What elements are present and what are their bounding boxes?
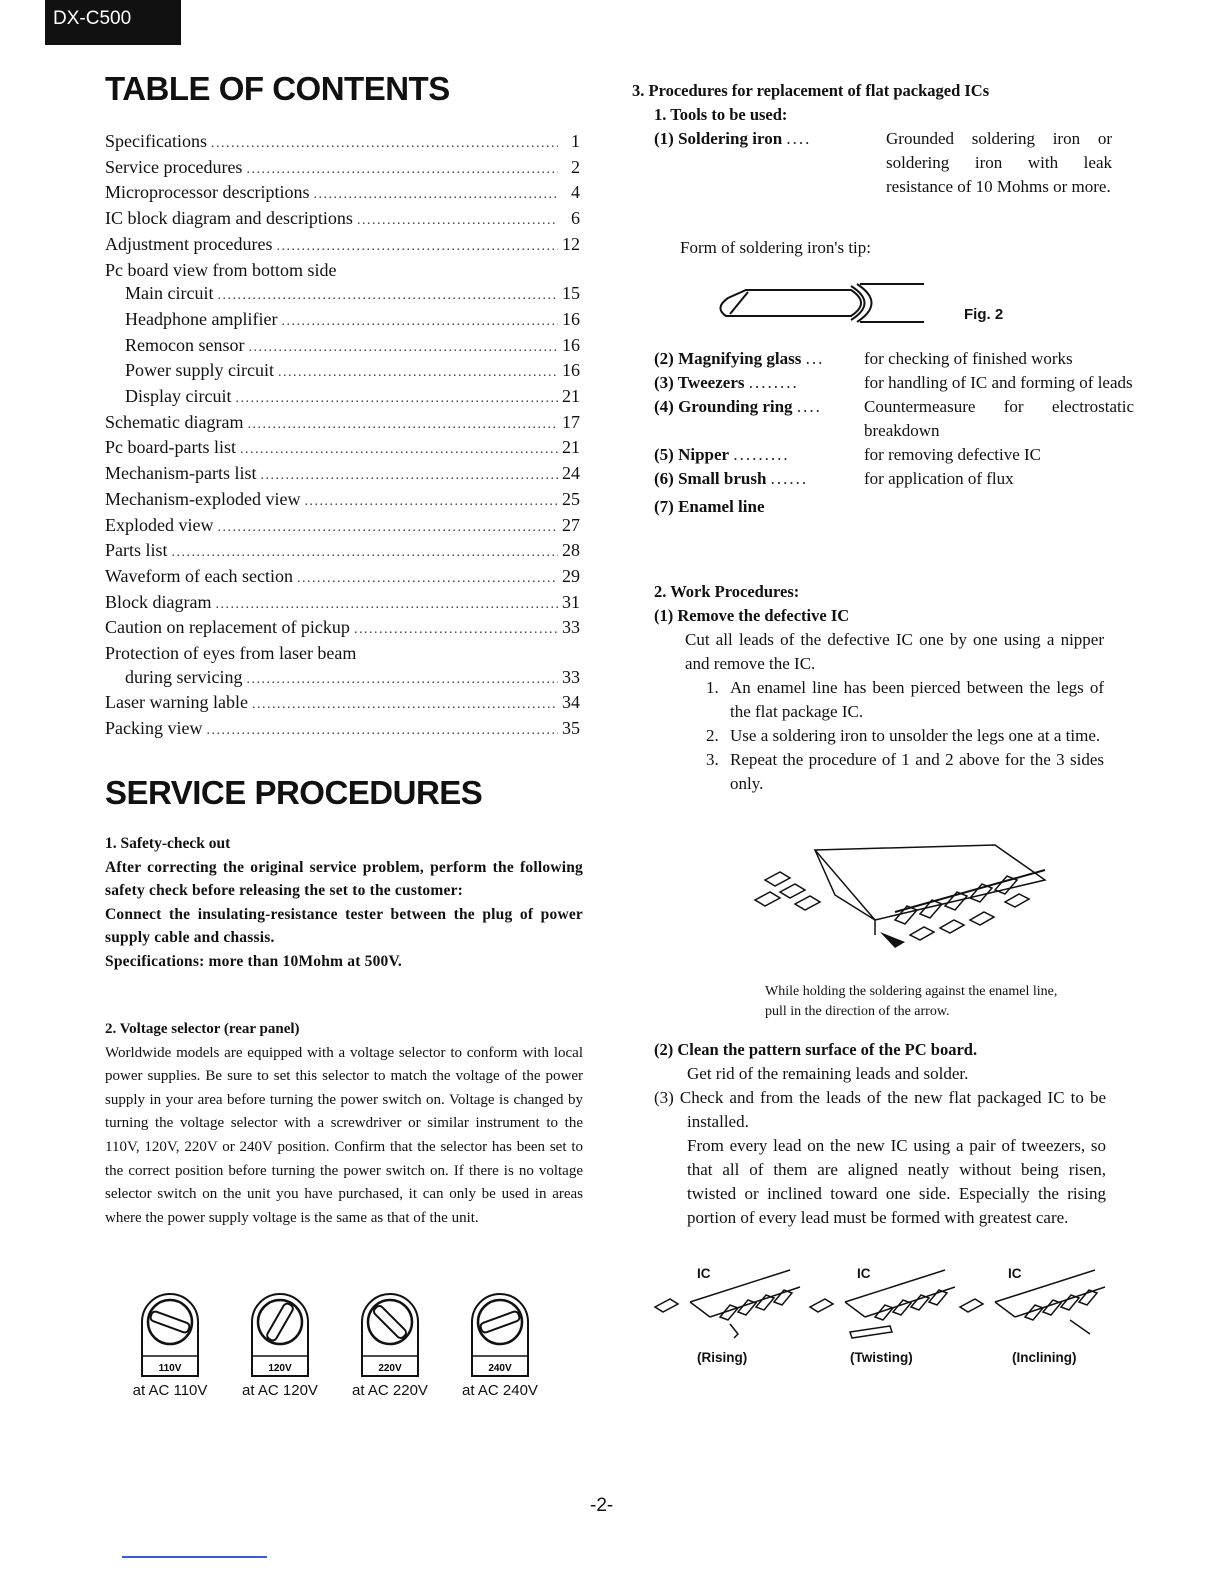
dial-caption: at AC 240V bbox=[462, 1382, 538, 1399]
toc-leader-dots bbox=[354, 618, 558, 642]
toc-entry bbox=[105, 691, 580, 717]
ic-label: IC bbox=[697, 1266, 711, 1281]
toc-entry-page: 2 bbox=[571, 156, 580, 177]
toc-leader-dots bbox=[297, 567, 558, 591]
ic-removal-illustration bbox=[745, 840, 1065, 960]
toc-entry-title: Block diagram bbox=[105, 591, 212, 612]
toc-entry bbox=[105, 666, 580, 692]
work-title: 2. Work Procedures: bbox=[654, 582, 800, 601]
toc-entry-page: 27 bbox=[562, 514, 580, 535]
toc-entry-page: 29 bbox=[562, 565, 580, 586]
check-title: (3) Check and from the leads of the new flat packaged IC to be installed. bbox=[654, 1088, 1106, 1131]
tool-desc: for handling of IC and forming of leads bbox=[864, 373, 1133, 392]
toc-leader-dots bbox=[211, 132, 558, 156]
remove-ic-body: Cut all leads of the defective IC one by one using a nipper and remove the IC. bbox=[685, 630, 1104, 673]
model-tag: DX-C500 bbox=[45, 0, 181, 45]
tools-list-continued bbox=[654, 347, 1134, 519]
toc-entry-title: Microprocessor descriptions bbox=[105, 182, 310, 203]
tool-item bbox=[654, 127, 1112, 199]
safety-check-spec: Specifications: more than 10Mohm at 500V. bbox=[105, 952, 402, 970]
toc-entry-title: Exploded view bbox=[105, 514, 214, 535]
toc-entry bbox=[105, 717, 580, 743]
toc-entry-title: IC block diagram and descriptions bbox=[105, 208, 353, 229]
tool-desc: Countermeasure for electrostatic breakdown bbox=[864, 397, 1134, 440]
toc-entry-title: Pc board-parts list bbox=[105, 437, 236, 458]
toc-entry bbox=[105, 130, 580, 156]
dial-label: 240V bbox=[488, 1363, 512, 1374]
toc-entry bbox=[105, 156, 580, 182]
dial-label: 120V bbox=[268, 1363, 292, 1374]
dial-label: 220V bbox=[378, 1363, 402, 1374]
toc-entry-title: Mechanism-parts list bbox=[105, 463, 257, 484]
toc-entry-page: 12 bbox=[562, 233, 580, 254]
toc-entry-title: Adjustment procedures bbox=[105, 233, 273, 254]
toc-entry bbox=[105, 411, 580, 437]
toc-entry-page: 16 bbox=[562, 334, 580, 355]
tool-name: (1) Soldering iron .... bbox=[654, 129, 812, 148]
toc-leader-dots bbox=[281, 310, 558, 334]
tool-desc: for removing defective IC bbox=[864, 445, 1042, 464]
toc-entry bbox=[105, 259, 580, 283]
voltage-selector-body: Worldwide models are equipped with a voltage selector to conform with local power supplies. Be sure to set this selector to match the voltage of the power supply in your area before turning the power switch on. Voltage is changed by turning the voltage selector with a screwdriver or similar instrument to the 110V, 120V, 220V or 240V position. Confirm that the selector has been set to the correct position before turning the power switch on. If there is no voltage selector switch on the unit you have purchased, it can only be used in areas where the power supply voltage is the same as that of the unit. bbox=[105, 1044, 583, 1226]
toc-entry-title: during servicing bbox=[125, 666, 243, 687]
safety-check-section bbox=[105, 832, 583, 973]
voltage-selector-title: 2. Voltage selector (rear panel) bbox=[105, 1021, 300, 1037]
toc-entry bbox=[105, 308, 580, 334]
toc-leader-dots bbox=[246, 668, 558, 692]
dial-caption: at AC 110V bbox=[132, 1382, 208, 1399]
dial-120v-icon bbox=[248, 1286, 312, 1378]
clean-body: Get rid of the remaining leads and solder. bbox=[687, 1064, 969, 1083]
toc-entry-title: Caution on replacement of pickup bbox=[105, 617, 350, 638]
toc-entry-page: 4 bbox=[571, 182, 580, 203]
tool-desc: Grounded soldering iron or soldering iron with leak resistance of 10 Mohms or more. bbox=[886, 129, 1112, 196]
ic-state-rising: (Rising) bbox=[697, 1350, 748, 1365]
toc-leader-dots bbox=[206, 719, 558, 743]
toc-entry-title: Packing view bbox=[105, 718, 203, 739]
dial-240v bbox=[450, 1286, 550, 1399]
dial-caption: at AC 120V bbox=[242, 1382, 318, 1399]
dial-110v bbox=[120, 1286, 220, 1399]
toc-entry bbox=[105, 462, 580, 488]
safety-check-para-1: After correcting the original service problem, perform the following safety check before releasing the set to the customer: bbox=[105, 858, 583, 899]
toc-entry-page: 21 bbox=[562, 386, 580, 407]
toc-entry-title: Schematic diagram bbox=[105, 411, 244, 432]
toc-entry-page: 1 bbox=[571, 131, 580, 151]
soldering-tip-icon bbox=[716, 278, 928, 328]
toc-entry-title: Display circuit bbox=[125, 386, 232, 407]
toc-leader-dots bbox=[357, 209, 558, 233]
toc-entry bbox=[105, 488, 580, 514]
clean-and-check bbox=[654, 1038, 1106, 1230]
toc-entry bbox=[105, 385, 580, 411]
tool-item bbox=[654, 495, 1134, 519]
toc-heading: TABLE OF CONTENTS bbox=[105, 70, 450, 107]
caption-line-2: pull in the direction of the arrow. bbox=[765, 1004, 950, 1019]
toc-leader-dots bbox=[276, 235, 558, 259]
ic-replacement-section bbox=[632, 79, 1112, 199]
toc-entry-title: Pc board view from bottom side bbox=[105, 259, 337, 280]
toc-entry bbox=[105, 359, 580, 385]
service-heading: SERVICE PROCEDURES bbox=[105, 774, 483, 811]
toc-entry-page: 28 bbox=[562, 540, 580, 561]
toc-entry-page: 16 bbox=[562, 308, 580, 329]
toc-entry-page: 33 bbox=[562, 617, 580, 638]
toc-entry-title: Service procedures bbox=[105, 156, 243, 177]
dial-220v bbox=[340, 1286, 440, 1399]
toc-entry-page: 24 bbox=[562, 463, 580, 484]
voltage-selector-section bbox=[105, 1018, 583, 1230]
remove-ic-title: (1) Remove the defective IC bbox=[654, 606, 850, 625]
tool-item bbox=[654, 347, 1134, 371]
toc-entry-title: Remocon sensor bbox=[125, 334, 245, 355]
toc-leader-dots bbox=[260, 464, 558, 488]
voltage-dial-figure bbox=[120, 1286, 560, 1406]
toc-entry-page: 25 bbox=[562, 488, 580, 509]
toc-leader-dots bbox=[278, 361, 558, 385]
toc-entry-page: 33 bbox=[562, 666, 580, 687]
toc-entry bbox=[105, 642, 580, 666]
toc-entry-title: Main circuit bbox=[125, 283, 214, 304]
toc-entry-page: 21 bbox=[562, 437, 580, 458]
toc-leader-dots bbox=[313, 183, 558, 207]
toc-leader-dots bbox=[235, 387, 558, 411]
dial-120v bbox=[230, 1286, 330, 1399]
toc-entry-title: Parts list bbox=[105, 540, 168, 561]
fig2-label: Fig. 2 bbox=[964, 306, 1004, 323]
toc-leader-dots bbox=[304, 490, 558, 514]
work-procedures bbox=[654, 580, 1104, 796]
toc-entry-title: Mechanism-exploded view bbox=[105, 488, 301, 509]
toc-leader-dots bbox=[247, 413, 558, 437]
tool-name: (5) Nipper ......... bbox=[654, 445, 790, 464]
toc-entry bbox=[105, 207, 580, 233]
toc-entry-title: Protection of eyes from laser beam bbox=[105, 643, 357, 664]
footer-rule bbox=[122, 1556, 267, 1558]
toc-entry-page: 31 bbox=[562, 591, 580, 612]
tool-item bbox=[654, 443, 1134, 467]
ic-removal-caption bbox=[765, 982, 1125, 1022]
toc-entry bbox=[105, 181, 580, 207]
dial-label: 110V bbox=[158, 1363, 182, 1374]
toc-leader-dots bbox=[240, 438, 558, 462]
tool-name: (7) Enamel line bbox=[654, 497, 765, 516]
toc-leader-dots bbox=[217, 284, 558, 308]
toc-entry-title: Headphone amplifier bbox=[125, 308, 278, 329]
check-body: From every lead on the new IC using a pair of tweezers, so that all of them are aligned neatly without being risen, twisted or inclined toward one side. Especially the rising portion of every lead must be formed with greatest care. bbox=[687, 1136, 1106, 1227]
toc-entry-title: Waveform of each section bbox=[105, 565, 293, 586]
tools-title: 1. Tools to be used: bbox=[654, 105, 788, 124]
safety-check-para-2: Connect the insulating-resistance tester between the plug of power supply cable and chassis. bbox=[105, 905, 583, 946]
toc-entry bbox=[105, 436, 580, 462]
tool-name: (2) Magnifying glass ... bbox=[654, 349, 825, 368]
toc-entry bbox=[105, 591, 580, 617]
toc-leader-dots bbox=[215, 593, 558, 617]
ic-lead-forms-illustration bbox=[650, 1262, 1120, 1342]
list-item: 1. An enamel line has been pierced between the legs of the flat package IC. bbox=[706, 678, 1104, 721]
toc-leader-dots bbox=[172, 541, 558, 565]
list-item: 2. Use a soldering iron to unsolder the legs one at a time. bbox=[706, 726, 1101, 745]
tool-item bbox=[654, 467, 1134, 491]
toc-entry-page: 35 bbox=[562, 718, 580, 739]
safety-check-title: 1. Safety-check out bbox=[105, 835, 231, 852]
ic-state-inclining: (Inclining) bbox=[1012, 1350, 1077, 1365]
dial-caption: at AC 220V bbox=[352, 1382, 428, 1399]
ic-replacement-title: 3. Procedures for replacement of flat packaged ICs bbox=[632, 81, 990, 100]
tip-label: Form of soldering iron's tip: bbox=[680, 238, 872, 257]
toc-entry-title: Laser warning lable bbox=[105, 692, 248, 713]
tool-name: (3) Tweezers ........ bbox=[654, 373, 799, 392]
toc-entry-title: Specifications bbox=[105, 131, 207, 151]
toc-entry-page: 16 bbox=[562, 360, 580, 381]
tool-name: (4) Grounding ring .... bbox=[654, 397, 822, 416]
clean-title: (2) Clean the pattern surface of the PC board. bbox=[654, 1040, 978, 1059]
table-of-contents bbox=[105, 130, 580, 743]
toc-entry bbox=[105, 282, 580, 308]
toc-entry-page: 15 bbox=[562, 283, 580, 304]
dial-240v-icon bbox=[468, 1286, 532, 1378]
toc-entry bbox=[105, 539, 580, 565]
tool-name: (6) Small brush ...... bbox=[654, 469, 809, 488]
tool-desc: for application of flux bbox=[864, 469, 1014, 488]
tool-item bbox=[654, 395, 1134, 443]
remove-ic-steps bbox=[654, 676, 1104, 796]
ic-label: IC bbox=[1008, 1266, 1022, 1281]
dial-220v-icon bbox=[358, 1286, 422, 1378]
tools-list bbox=[632, 127, 1112, 199]
ic-state-twisting: (Twisting) bbox=[850, 1350, 913, 1365]
caption-line-1: While holding the soldering against the enamel line, bbox=[765, 984, 1058, 999]
toc-leader-dots bbox=[248, 336, 558, 360]
toc-entry-page: 34 bbox=[562, 692, 580, 713]
toc-entry bbox=[105, 565, 580, 591]
dial-110v-icon bbox=[138, 1286, 202, 1378]
list-item: 3. Repeat the procedure of 1 and 2 above for the 3 sides only. bbox=[706, 750, 1104, 793]
toc-entry bbox=[105, 616, 580, 642]
toc-leader-dots bbox=[246, 158, 558, 182]
toc-entry-page: 17 bbox=[562, 411, 580, 432]
toc-entry bbox=[105, 233, 580, 259]
toc-entry-page: 6 bbox=[571, 208, 580, 229]
toc-entry bbox=[105, 334, 580, 360]
ic-label: IC bbox=[857, 1266, 871, 1281]
toc-leader-dots bbox=[252, 693, 558, 717]
toc-entry bbox=[105, 514, 580, 540]
toc-leader-dots bbox=[217, 516, 558, 540]
page-number: -2- bbox=[590, 1495, 614, 1516]
toc-entry-title: Power supply circuit bbox=[125, 360, 274, 381]
tool-desc: for checking of finished works bbox=[864, 349, 1073, 368]
tool-item bbox=[654, 371, 1134, 395]
